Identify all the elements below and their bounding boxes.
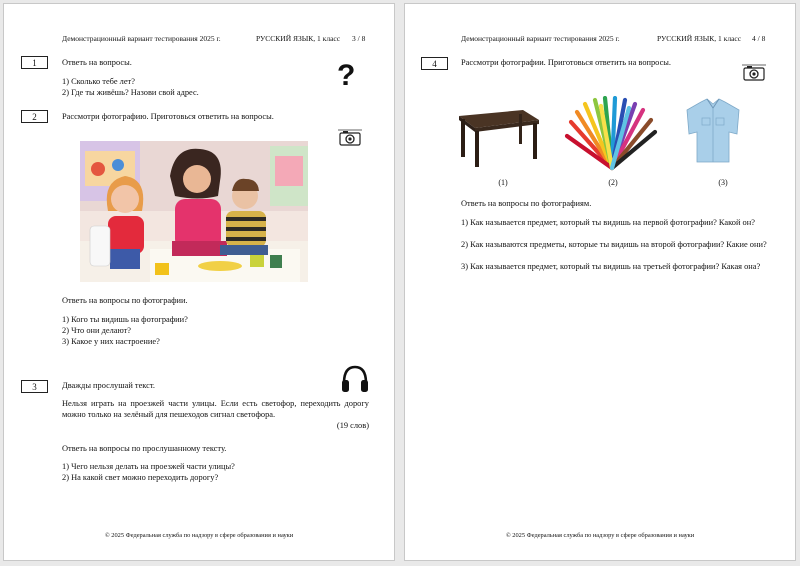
header-subject: РУССКИЙ ЯЗЫК, 1 класс (657, 34, 742, 43)
page-footer: © 2025 Федеральная служба по надзору в сфере образования и науки (505, 532, 695, 539)
question-mark-icon: ? (337, 59, 356, 92)
photo-caption-3: (3) (718, 178, 728, 187)
header-page-number: 4 / 8 (752, 34, 766, 43)
header-title: Демонстрационный вариант тестирования 2025 г. (62, 34, 221, 43)
header-subject: РУССКИЙ ЯЗЫК, 1 класс (256, 34, 341, 43)
page-header (461, 34, 781, 43)
headphones-icon (340, 364, 370, 394)
task-3-word-count: (19 слов) (336, 421, 369, 430)
task-2-answer-prompt: Ответь на вопросы по фотографии. (62, 296, 188, 305)
page-4 (404, 3, 796, 561)
camera-icon (337, 127, 363, 147)
photo-colored-pencils (563, 96, 661, 172)
header-page-number: 3 / 8 (352, 34, 366, 43)
task-4-question-2: 2) Как называются предметы, которые ты видишь на второй фотографии? Какие они? (461, 240, 767, 249)
page-3 (3, 3, 395, 561)
photo-caption-2: (2) (608, 178, 618, 187)
photo-children-painting (80, 141, 308, 282)
page-footer: © 2025 Федеральная служба по надзору в сфере образования и науки (104, 532, 294, 539)
photo-shirt (683, 96, 743, 166)
task-2-question-1: 1) Кого ты видишь на фотографии? (62, 315, 188, 324)
page-header (62, 34, 382, 43)
task-3-text: Нельзя играть на проезжей части улицы. Если есть светофор, переходить дорогу можно только на зелёный для пешеходов сигнал светофора. (62, 399, 369, 419)
task-4-instruction: Рассмотри фотографии. Приготовься ответить на вопросы. (461, 58, 672, 67)
task-3-number: 3 (21, 380, 48, 393)
camera-icon (741, 62, 767, 82)
task-2-question-3: 3) Какое у них настроение? (62, 337, 160, 346)
task-4-answer-prompt: Ответь на вопросы по фотографиям. (461, 199, 592, 208)
task-2-question-2: 2) Что они делают? (62, 326, 131, 335)
task-3-question-1: 1) Чего нельзя делать на проезжей части улицы? (62, 462, 235, 471)
task-1-question-2: 2) Где ты живёшь? Назови свой адрес. (62, 88, 199, 97)
photo-caption-1: (1) (498, 178, 508, 187)
task-1-question-1: 1) Сколько тебе лет? (62, 77, 135, 86)
task-3-instruction: Дважды прослушай текст. (62, 381, 156, 390)
task-3-answer-prompt: Ответь на вопросы по прослушанному тексту. (62, 444, 227, 453)
task-2-instruction: Рассмотри фотографию. Приготовься ответить на вопросы. (62, 112, 274, 121)
photo-table (453, 104, 541, 170)
task-1-number: 1 (21, 56, 48, 69)
task-3-question-2: 2) На какой свет можно переходить дорогу? (62, 473, 219, 482)
task-2-number: 2 (21, 110, 48, 123)
task-4-question-3: 3) Как называется предмет, который ты видишь на третьей фотографии? Какая она? (461, 262, 761, 271)
task-4-number: 4 (421, 57, 448, 70)
task-1-instruction: Ответь на вопросы. (62, 58, 132, 67)
task-4-question-1: 1) Как называется предмет, который ты видишь на первой фотографии? Какой он? (461, 218, 755, 227)
header-title: Демонстрационный вариант тестирования 2025 г. (461, 34, 620, 43)
